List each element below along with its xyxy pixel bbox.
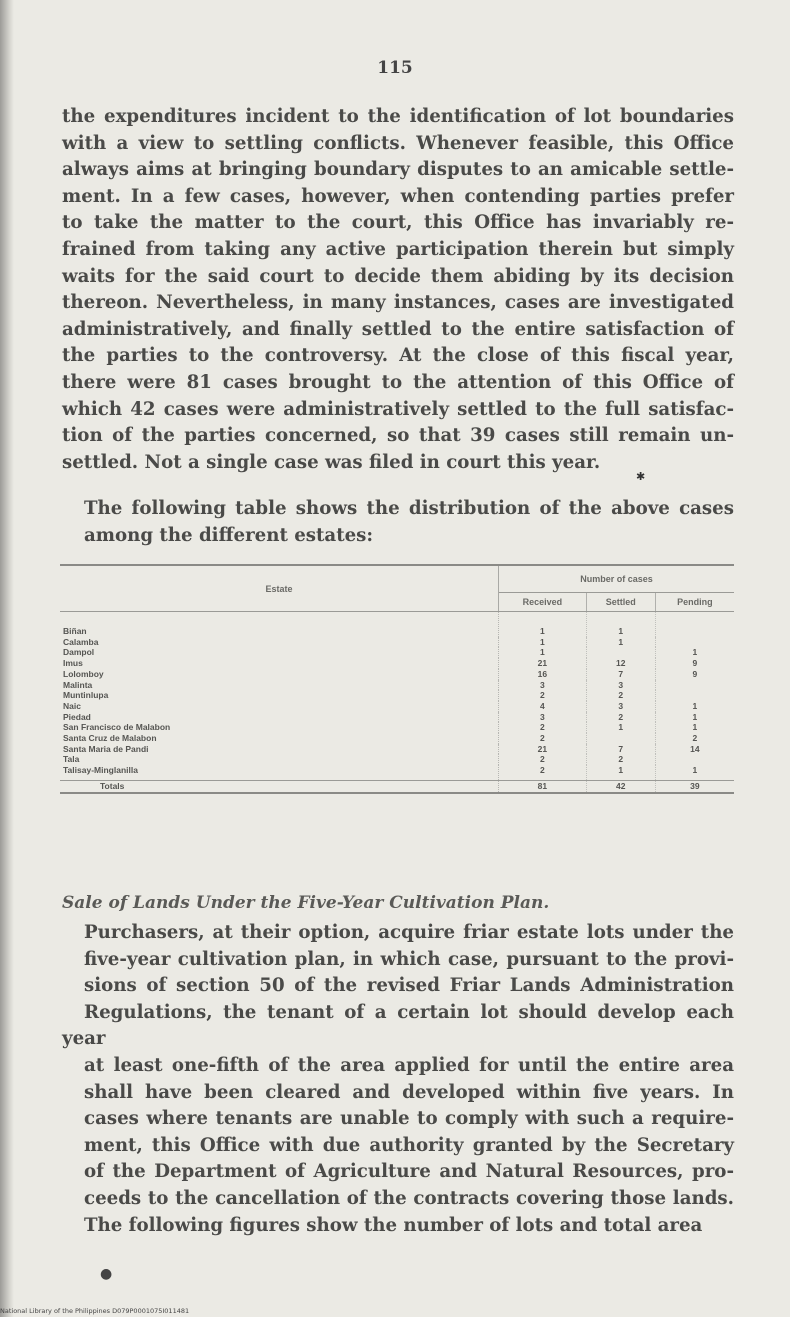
pending-cell — [655, 680, 734, 691]
estate-name-cell: Tala — [60, 754, 499, 765]
text-line: administratively, and finally settled to the entire satisfaction of — [62, 318, 734, 340]
received-cell: 1 — [499, 647, 587, 658]
received-cell: 2 — [499, 733, 587, 744]
table-row — [60, 765, 734, 780]
table-row — [60, 754, 734, 765]
scan-footer-stamp: National Library of the Philippines D079P0001075I011481 — [0, 1307, 190, 1315]
text-line: sions of section 50 of the revised Friar Lands Administration — [84, 975, 734, 997]
settled-cell: 3 — [586, 701, 655, 712]
settled-cell: 7 — [586, 669, 655, 680]
paragraph-five-year-plan — [62, 920, 734, 1239]
estate-name-cell: Biñan — [60, 612, 499, 637]
text-line: there were 81 cases brought to the attention of this Office of — [62, 371, 734, 393]
text-line: at least one-fifth of the area applied for until the entire area — [84, 1054, 734, 1076]
settled-cell: 12 — [586, 658, 655, 669]
settled-column-header: Settled — [586, 593, 655, 612]
settled-cell: 2 — [586, 712, 655, 723]
estate-name-cell: Calamba — [60, 637, 499, 648]
received-cell: 21 — [499, 658, 587, 669]
text-line: to take the matter to the court, this Office has invariably re- — [62, 212, 734, 234]
received-column-header: Received — [499, 593, 587, 612]
estate-name-cell: San Francisco de Malabon — [60, 722, 499, 733]
pending-cell — [655, 690, 734, 701]
received-cell: 1 — [499, 612, 587, 637]
settled-cell: 1 — [586, 765, 655, 780]
totals-received: 81 — [499, 780, 587, 792]
received-cell: 16 — [499, 669, 587, 680]
text-line: among the different estates: — [84, 524, 374, 546]
estate-name-cell: Santa Cruz de Malabon — [60, 733, 499, 744]
pending-cell: 1 — [692, 700, 698, 711]
received-cell: 2 — [499, 765, 587, 780]
text-line: Purchasers, at their option, acquire friar estate lots under the — [84, 922, 734, 943]
text-line: five-year cultivation plan, in which case, pursuant to the provi- — [84, 948, 734, 970]
pending-cell — [655, 637, 734, 648]
settled-cell: 2 — [586, 690, 655, 701]
estate-name-cell: Dampol — [60, 647, 499, 658]
text-line: waits for the said court to decide them abiding by its decision — [62, 265, 734, 287]
table-row — [60, 690, 734, 701]
table-row — [60, 647, 734, 658]
table-body — [60, 612, 734, 781]
text-line: cases where tenants are unable to comply with such a require- — [84, 1108, 734, 1130]
received-cell: 3 — [499, 680, 587, 691]
settled-cell: 2 — [586, 754, 655, 765]
estate-name-cell: Muntinlupa — [60, 690, 499, 701]
text-line: The following table shows the distribution of the above cases — [84, 498, 734, 519]
received-cell: 1 — [499, 637, 587, 648]
estate-name-cell: Lolomboy — [60, 669, 499, 680]
table-row — [60, 658, 734, 669]
received-cell: 21 — [499, 744, 587, 755]
settled-cell — [586, 647, 655, 658]
text-line: always aims at bringing boundary disputes to an amicable settle- — [62, 159, 734, 181]
text-line: frained from taking any active participation therein but simply — [62, 238, 734, 260]
text-line: thereon. Nevertheless, in many instances, cases are investigated — [62, 292, 734, 314]
page-edge-shadow — [0, 0, 14, 1317]
table-row — [60, 733, 734, 744]
received-cell: 2 — [499, 722, 587, 733]
pending-cell: 14 — [690, 743, 700, 754]
text-line: settled. Not a single case was filed in court this year. — [62, 451, 601, 473]
paragraph-table-intro — [62, 496, 734, 549]
totals-label: Totals — [60, 780, 499, 792]
text-line: The following figures show the number of lots and total area — [84, 1214, 703, 1236]
totals-pending: 39 — [655, 780, 734, 792]
estate-name-cell: Imus — [60, 658, 499, 669]
pending-cell: 1 — [692, 765, 698, 776]
pending-cell: 1 — [692, 711, 698, 722]
pending-cell: 9 — [692, 658, 698, 669]
cases-by-estate-table — [60, 564, 734, 794]
estate-name-cell: Piedad — [60, 712, 499, 723]
number-of-cases-header: Number of cases — [499, 565, 735, 593]
estate-name-cell: Naic — [60, 701, 499, 712]
settled-cell: 1 — [586, 722, 655, 733]
ink-dot-mark: ● — [100, 1266, 113, 1282]
page-number: 115 — [377, 58, 413, 78]
text-line: ment, this Office with due authority granted by the Secretary — [84, 1134, 734, 1156]
pending-cell: 1 — [692, 722, 698, 733]
pending-cell: 2 — [692, 733, 698, 744]
table-row — [60, 744, 734, 755]
section-heading: Sale of Lands Under the Five-Year Cultivation Plan. — [62, 893, 550, 913]
settled-cell: 1 — [586, 637, 655, 648]
pending-cell — [655, 754, 734, 765]
totals-row — [60, 780, 734, 792]
text-line: shall have been cleared and developed within five years. In — [84, 1081, 734, 1103]
received-cell: 4 — [499, 701, 587, 712]
text-line: the parties to the controversy. At the close of this fiscal year, — [62, 345, 734, 367]
text-line: ment. In a few cases, however, when contending parties prefer — [62, 185, 734, 207]
text-line: Regulations, the tenant of a certain lot should develop each year — [62, 1001, 734, 1050]
estate-name-cell: Santa Maria de Pandi — [60, 744, 499, 755]
text-line: of the Department of Agriculture and Natural Resources, pro- — [84, 1161, 734, 1183]
settled-cell — [586, 733, 655, 744]
settled-cell: 1 — [586, 612, 655, 637]
estate-column-header: Estate — [60, 565, 499, 612]
estate-name-cell: Talisay-Minglanilla — [60, 765, 499, 780]
pending-cell — [655, 612, 734, 637]
table-row — [60, 612, 734, 637]
table-row — [60, 712, 734, 723]
settled-cell: 3 — [586, 680, 655, 691]
text-line: tion of the parties concerned, so that 39 cases still remain un- — [62, 425, 734, 447]
text-line: with a view to settling conflicts. Whenever feasible, this Office — [62, 132, 734, 154]
pending-cell: 1 — [692, 647, 698, 658]
totals-settled: 42 — [586, 780, 655, 792]
table-row — [60, 722, 734, 733]
pending-column-header: Pending — [655, 593, 734, 612]
table-row — [60, 637, 734, 648]
received-cell: 2 — [499, 754, 587, 765]
received-cell: 2 — [499, 690, 587, 701]
received-cell: 3 — [499, 712, 587, 723]
cases-table-container — [60, 564, 734, 794]
table-row — [60, 669, 734, 680]
pending-cell: 9 — [692, 668, 698, 679]
text-line: the expenditures incident to the identification of lot boundaries — [62, 106, 734, 127]
text-line: which 42 cases were administratively settled to the full satisfac- — [62, 398, 734, 420]
asterisk-mark: ✱ — [636, 470, 646, 483]
text-line: ceeds to the cancellation of the contracts covering those lands. — [84, 1187, 734, 1209]
settled-cell: 7 — [586, 744, 655, 755]
table-row — [60, 701, 734, 712]
table-row — [60, 680, 734, 691]
estate-name-cell: Malinta — [60, 680, 499, 691]
paragraph-boundary-disputes — [62, 104, 734, 476]
